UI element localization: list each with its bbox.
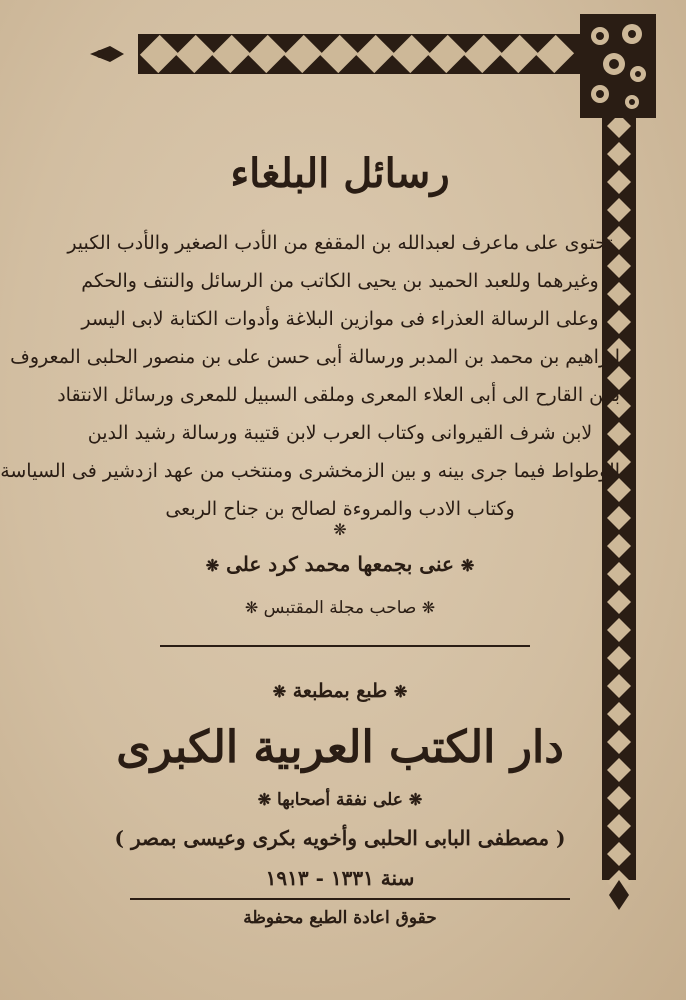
publisher-owners: ( مصطفى البابى الحلبى وأخويه بكرى وعيسى بمصر ) xyxy=(114,826,566,850)
expense-line xyxy=(60,790,620,810)
contents-line: بابن القارح الى أبى العلاء المعرى وملقى السبيل للمعرى ورسائل الانتقاد xyxy=(57,384,620,406)
contents-line: وكتاب الادب والمروءة لصالح بن جناح الربعى xyxy=(165,498,515,520)
top-ornamental-border xyxy=(90,18,580,84)
contents-line: وغيرهما وللعبد الحميد بن يحيى الكاتب من الرسائل والنتف والحكم xyxy=(81,270,599,292)
divider-ornament xyxy=(60,520,620,539)
right-ornamental-border xyxy=(596,80,642,910)
ornament-icon: ❋ xyxy=(333,520,347,539)
publisher-name: دار الكتب العربية الكبرى xyxy=(116,722,564,773)
contents-line: تحتوى على ماعرف لعبدالله بن المقفع من الأدب الصغير والأدب الكبير xyxy=(67,232,613,254)
contents-line: ابراهيم بن محمد بن المدبر ورسالة أبى حسن على بن منصور الحلبى المعروف xyxy=(10,346,620,368)
publication-year: سنة ١٣٣١ - ١٩١٣ xyxy=(265,866,415,890)
ornament-icon: ❋ xyxy=(393,682,408,701)
compiler-line xyxy=(60,552,620,576)
compiler-name: عنى بجمعها محمد كرد على xyxy=(226,552,454,576)
printed-at-line xyxy=(60,680,620,702)
ornament-icon: ❋ xyxy=(272,682,287,701)
ornament-icon: ❋ xyxy=(408,790,423,809)
copyright-notice: حقوق اعادة الطبع محفوظة xyxy=(243,908,437,928)
ornament-icon: ❋ xyxy=(205,556,220,575)
ornament-icon: ❋ xyxy=(460,556,475,575)
ornament-icon: ❋ xyxy=(421,598,436,617)
compiler-role-line xyxy=(60,598,620,618)
ornament-icon: ❋ xyxy=(257,790,272,809)
horizontal-rule xyxy=(160,645,530,647)
printed-label: طبع بمطبعة xyxy=(292,680,388,702)
bottom-rule xyxy=(130,898,570,900)
compiler-role: صاحب مجلة المقتبس xyxy=(263,598,417,618)
corner-floral-ornament xyxy=(580,14,656,118)
expense-label: على نفقة أصحابها xyxy=(277,790,403,810)
contents-line: لابن شرف القيروانى وكتاب العرب لابن قتيبة ورسالة رشيد الدين xyxy=(87,422,593,444)
contents-line: الوطواط فيما جرى بينه و بين الزمخشرى ومنتخب من عهد ازدشير فى السياسة xyxy=(0,460,620,482)
book-title: رسائل البلغاء xyxy=(230,150,450,197)
ornament-icon: ❋ xyxy=(244,598,259,617)
contents-line: وعلى الرسالة العذراء فى موازين البلاغة وأدوات الكتابة لابى اليسر xyxy=(81,308,599,330)
